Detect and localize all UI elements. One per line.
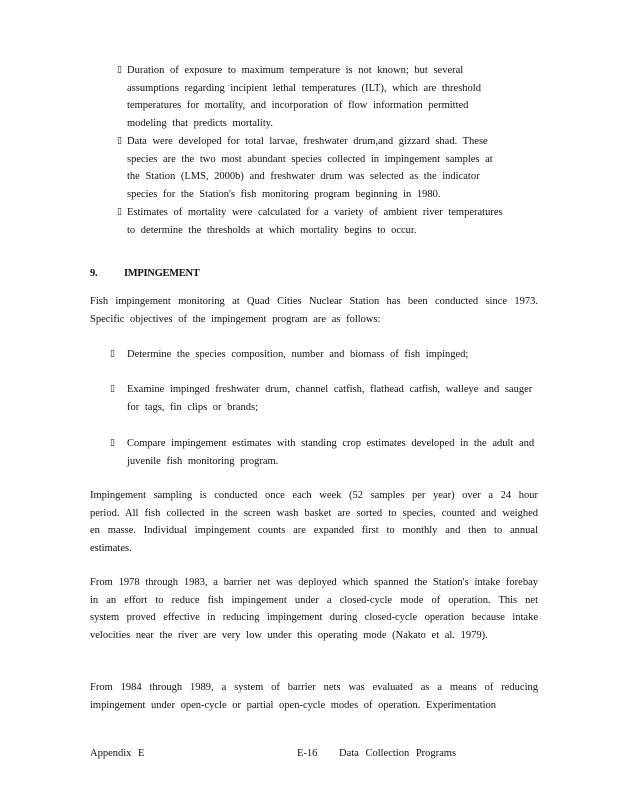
bullet-line: to determine the thresholds at which mortality begins to occur. bbox=[127, 224, 417, 236]
barrier-net-paragraph: From 1978 through 1983, a barrier net was deployed which spanned the Station's intake forebay in an effort to reduce fish impingement under a closed-cycle mode of operation. This net system proved effective in reducing impingement during closed-cycle operation because intake velocities near the river are very low under this operating mode (Nakato et al. 1979). bbox=[90, 577, 538, 641]
bullet-line: modeling that predicts mortality. bbox=[127, 117, 273, 129]
objective-marker: ▯ bbox=[110, 438, 115, 448]
bullet-marker: ▯ bbox=[117, 207, 122, 217]
bullet-line: temperatures for mortality, and incorporation of flow information permitted bbox=[127, 100, 469, 112]
objective-item bbox=[110, 346, 537, 364]
objective-item bbox=[110, 435, 537, 470]
objective-marker: ▯ bbox=[110, 384, 115, 394]
bullet-line: Duration of exposure to maximum temperature is not known; but several bbox=[127, 65, 464, 76]
objective-item bbox=[110, 381, 537, 416]
bullet-item-duration bbox=[117, 62, 547, 132]
section-title: IMPINGEMENT bbox=[124, 268, 200, 279]
objective-marker: ▯ bbox=[110, 349, 115, 359]
bullet-item-data-developed bbox=[117, 133, 547, 203]
section-heading bbox=[90, 268, 199, 279]
section-number: 9. bbox=[90, 268, 98, 279]
barrier-nets-evaluation-paragraph: From 1984 through 1989, a system of barrier nets was evaluated as a means of reducing impingement under open-cycle or partial open-cycle modes of operation. Experimentation bbox=[90, 682, 538, 711]
bullet-line: species for the Station's fish monitoring program beginning in 1980. bbox=[127, 188, 441, 200]
bullet-line: the Station (LMS, 2000b) and freshwater drum was selected as the indicator bbox=[127, 171, 480, 183]
bullet-line: Data were developed for total larvae, freshwater drum,and gizzard shad. These bbox=[127, 136, 488, 147]
footer-section-title: Data Collection Programs bbox=[339, 748, 457, 759]
footer-page-number: E-16 bbox=[297, 748, 318, 759]
objective-text: Determine the species composition, number and biomass of fish impinged; bbox=[127, 349, 469, 360]
bullet-line: Estimates of mortality were calculated for a variety of ambient river temperatures bbox=[127, 207, 503, 218]
bullet-item-estimates bbox=[117, 204, 547, 239]
bullet-marker: ▯ bbox=[117, 136, 122, 146]
objective-text: Examine impinged freshwater drum, channel catfish, flathead catfish, walleye and sauger for tags, fin clips or brands; bbox=[127, 384, 533, 413]
footer-appendix: Appendix E bbox=[90, 748, 145, 759]
objective-text: Compare impingement estimates with standing crop estimates developed in the adult and juvenile fish monitoring program. bbox=[127, 438, 535, 467]
bullet-line: assumptions regarding incipient lethal temperatures (ILT), which are threshold bbox=[127, 82, 481, 94]
sampling-paragraph: Impingement sampling is conducted once each week (52 samples per year) over a 24 hour period. All fish collected in the screen wash basket are sorted to species, counted and weighed en masse. Individual impingement counts are expanded first to monthly and then to annual estimates. bbox=[90, 490, 538, 554]
intro-paragraph: Fish impingement monitoring at Quad Cities Nuclear Station has been conducted since 1973. Specific objectives of the impingement program are as follows: bbox=[90, 296, 538, 325]
bullet-line: species are the two most abundant species collected in impingement samples at bbox=[127, 153, 493, 165]
bullet-marker: ▯ bbox=[117, 65, 122, 75]
